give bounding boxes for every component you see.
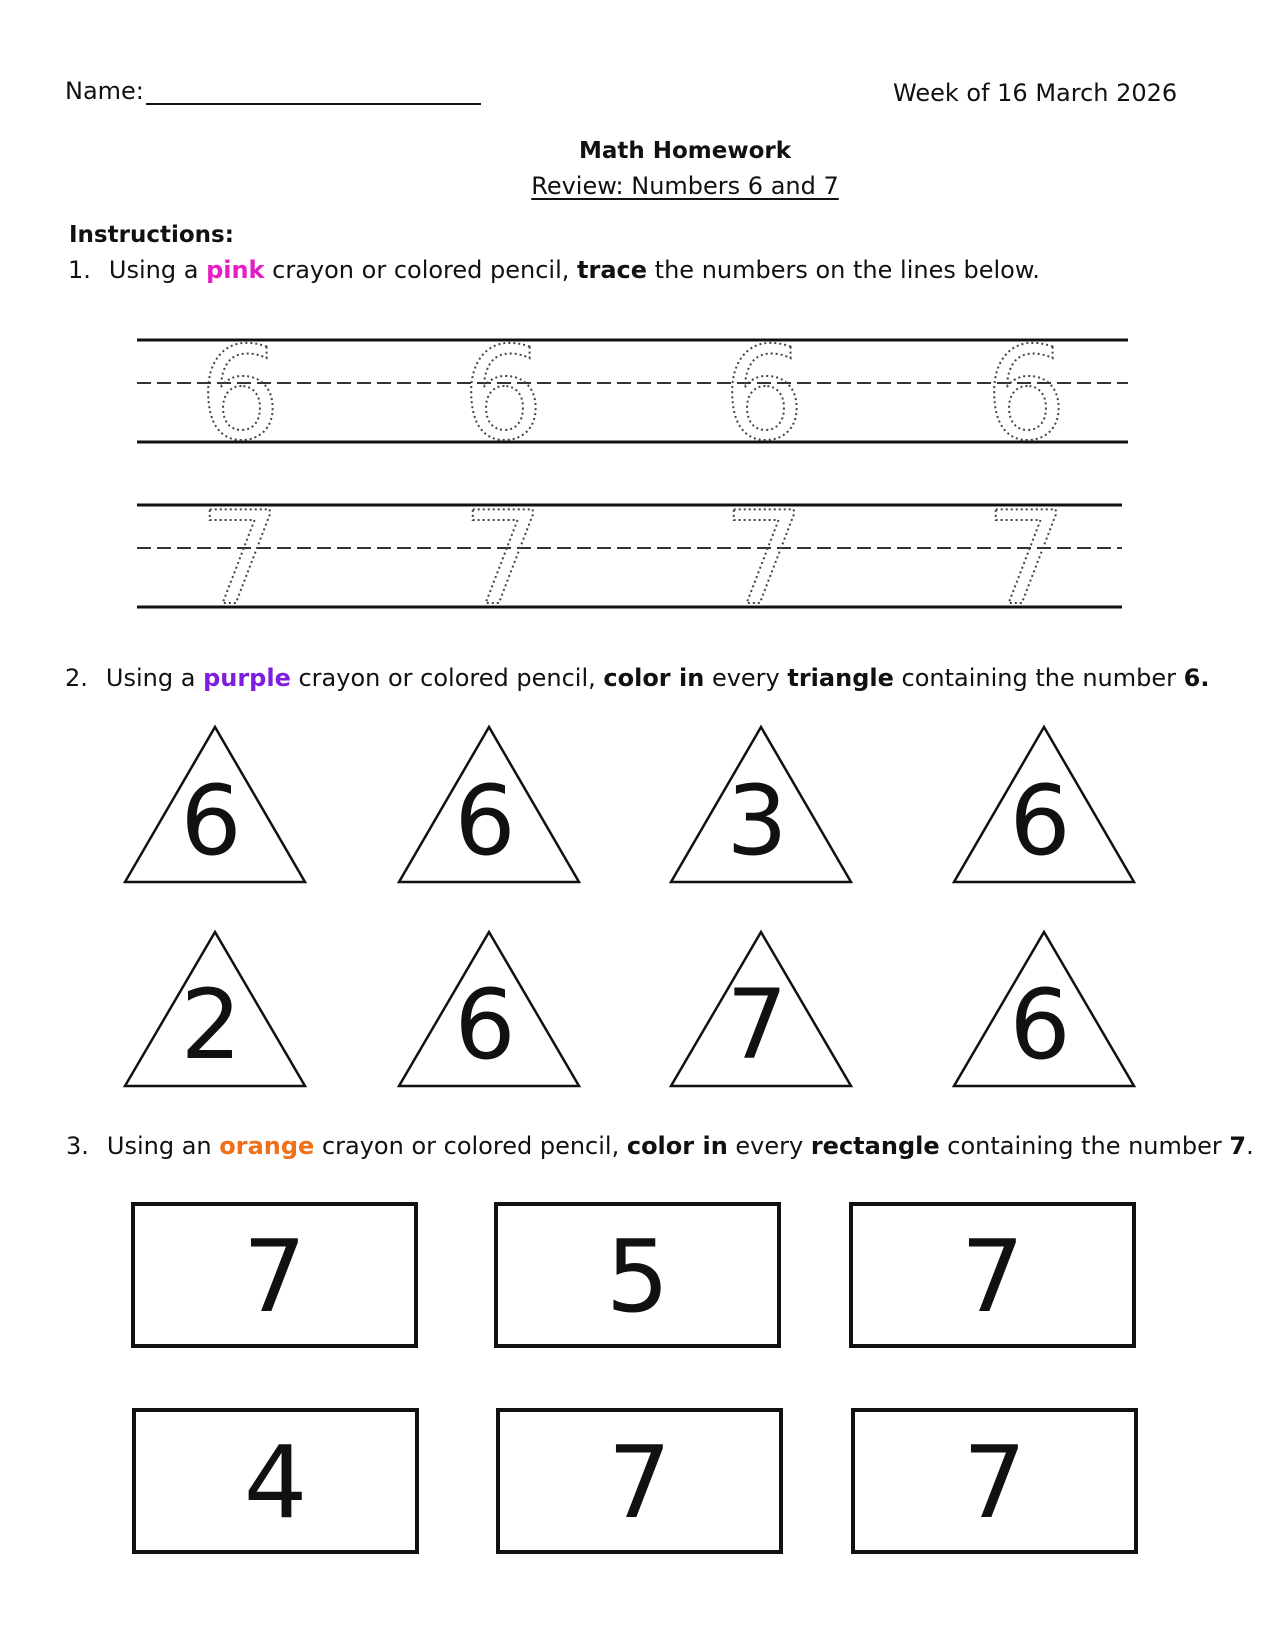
step-bold: triangle — [787, 664, 894, 692]
instructions-heading: Instructions: — [69, 222, 234, 248]
step-bold: color in — [626, 1132, 728, 1160]
step-bold: rectangle — [810, 1132, 940, 1160]
trace-digit: 6 — [462, 320, 544, 469]
step-text: containing the number — [893, 664, 1184, 692]
color-word-orange: orange — [219, 1132, 315, 1160]
triangle-number: 3 — [726, 765, 788, 877]
color-word-pink: pink — [206, 256, 265, 284]
step-number: 3. — [66, 1132, 89, 1160]
rectangle-number: 5 — [605, 1218, 670, 1335]
rectangle-number: 7 — [242, 1218, 307, 1335]
triangle-number: 6 — [454, 765, 516, 877]
step-text: Using a — [105, 664, 204, 692]
step-text: . — [1246, 1132, 1254, 1160]
step-text: crayon or colored pencil, — [290, 664, 604, 692]
rectangle-number: 7 — [960, 1218, 1025, 1335]
rectangle-number: 7 — [962, 1424, 1027, 1541]
triangle-number: 2 — [180, 969, 242, 1081]
step-text: containing the number — [939, 1132, 1230, 1160]
page-title: Math Homework — [578, 138, 792, 164]
step-text: every — [704, 664, 788, 692]
week-date: Week of 16 March 2026 — [893, 79, 1178, 107]
step-bold: 6. — [1183, 664, 1210, 692]
step-bold: color in — [603, 664, 705, 692]
triangle-number: 6 — [180, 765, 242, 877]
name-label: Name: — [65, 77, 144, 105]
step-text: every — [727, 1132, 811, 1160]
subtitle-text: Review: Numbers 6 and 7 — [531, 172, 839, 200]
step-bold: 7 — [1229, 1132, 1247, 1160]
triangle-number: 7 — [726, 969, 788, 1081]
step-text: Using an — [106, 1132, 220, 1160]
rectangle-number: 4 — [243, 1424, 308, 1541]
step-text: the numbers on the lines below. — [647, 256, 1040, 284]
trace-digit: 7 — [985, 485, 1067, 634]
trace-digit: 7 — [723, 485, 805, 634]
triangle-number: 6 — [1009, 765, 1071, 877]
trace-digit: 6 — [199, 320, 281, 469]
step-text: crayon or colored pencil, — [264, 256, 578, 284]
step-number: 2. — [65, 664, 88, 692]
triangle-number: 6 — [454, 969, 516, 1081]
step-text: crayon or colored pencil, — [314, 1132, 627, 1160]
triangle-number: 6 — [1009, 969, 1071, 1081]
trace-digit: 7 — [462, 485, 544, 634]
rectangle-number: 7 — [607, 1424, 672, 1541]
trace-digit: 7 — [199, 485, 281, 634]
step-number: 1. — [68, 256, 91, 284]
step-bold: trace — [577, 256, 648, 284]
step-text: Using a — [108, 256, 207, 284]
trace-digit: 6 — [985, 320, 1067, 469]
color-word-purple: purple — [203, 664, 291, 692]
trace-digit: 6 — [723, 320, 805, 469]
